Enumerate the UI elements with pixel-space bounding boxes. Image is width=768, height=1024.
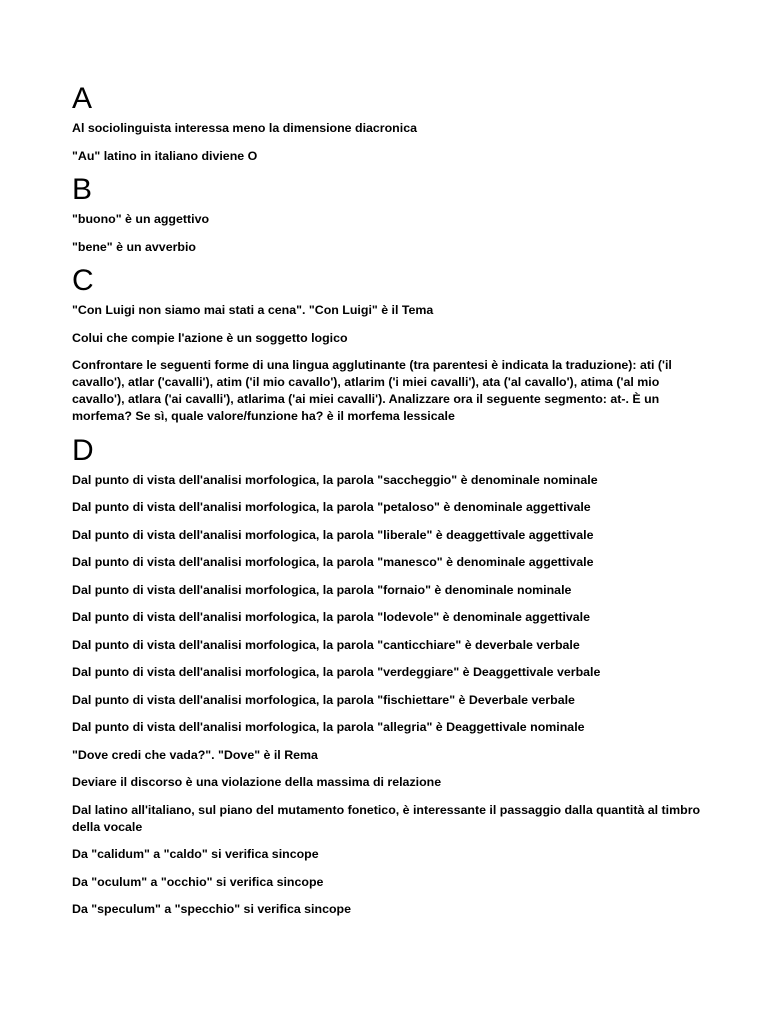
list-item: Dal punto di vista dell'analisi morfologica, la parola "fornaio" è denominale nominale xyxy=(72,582,572,597)
list-item: Dal punto di vista dell'analisi morfologica, la parola "allegria" è Deaggettivale nominale xyxy=(72,720,585,734)
list-item: Da "oculum" a "occhio" si verifica sincope xyxy=(72,874,324,889)
list-item: Al sociolinguista interessa meno la dimensione diacronica xyxy=(72,121,417,135)
section-b xyxy=(72,175,708,256)
list-item: Da "speculum" a "specchio" si verifica sincope xyxy=(72,902,351,916)
section-heading: B xyxy=(72,173,93,206)
list-item: Dal punto di vista dell'analisi morfologica, la parola "saccheggio" è denominale nominale xyxy=(72,472,598,487)
list-item: "bene" è un avverbio xyxy=(72,239,196,254)
section-c xyxy=(72,266,708,425)
list-item: Dal punto di vista dell'analisi morfologica, la parola "canticchiare" è deverbale verbale xyxy=(72,637,580,652)
list-item: Confrontare le seguenti forme di una lingua agglutinante (tra parentesi è indicata la traduzione): ati ('il cavallo'), atlar ('cavalli'), atim ('il mio cavallo'), atlarim ('i miei cavalli'), ata ('al cavallo'), atima ('al mio cavallo'), atlara ('ai cavalli'), atlarima ('ai miei cavalli'). Analizzare ora il seguente segmento: at-. È un morfema? Se sì, quale valore/funzione ha? è il morfema lessicale xyxy=(72,358,672,423)
list-item: Dal punto di vista dell'analisi morfologica, la parola "liberale" è deaggettivale aggettivale xyxy=(72,527,594,542)
list-item: "Au" latino in italiano diviene O xyxy=(72,148,258,163)
section-heading: C xyxy=(72,264,94,297)
section-d xyxy=(72,433,708,919)
list-item: Da "calidum" a "caldo" si verifica sincope xyxy=(72,847,319,861)
list-item: Dal punto di vista dell'analisi morfologica, la parola "fischiettare" è Deverbale verbale xyxy=(72,692,575,707)
list-item: Dal punto di vista dell'analisi morfologica, la parola "verdeggiare" è Deaggettivale verbale xyxy=(72,665,601,679)
list-item: "buono" è un aggettivo xyxy=(72,212,210,226)
section-heading: D xyxy=(72,433,94,467)
list-item: Deviare il discorso è una violazione della massima di relazione xyxy=(72,775,442,789)
list-item: Dal punto di vista dell'analisi morfologica, la parola "petaloso" è denominale aggettivale xyxy=(72,500,591,514)
list-item: Colui che compie l'azione è un soggetto logico xyxy=(72,330,348,345)
list-item: "Dove credi che vada?". "Dove" è il Rema xyxy=(72,747,318,762)
section-a xyxy=(72,84,708,165)
list-item: Dal latino all'italiano, sul piano del mutamento fonetico, è interessante il passaggio dalla quantità al timbro della vocale xyxy=(72,802,701,834)
list-item: Dal punto di vista dell'analisi morfologica, la parola "manesco" è denominale aggettivale xyxy=(72,555,594,569)
list-item: "Con Luigi non siamo mai stati a cena". "Con Luigi" è il Tema xyxy=(72,303,434,317)
list-item: Dal punto di vista dell'analisi morfologica, la parola "lodevole" è denominale aggettivale xyxy=(72,610,591,624)
section-heading: A xyxy=(72,82,93,115)
